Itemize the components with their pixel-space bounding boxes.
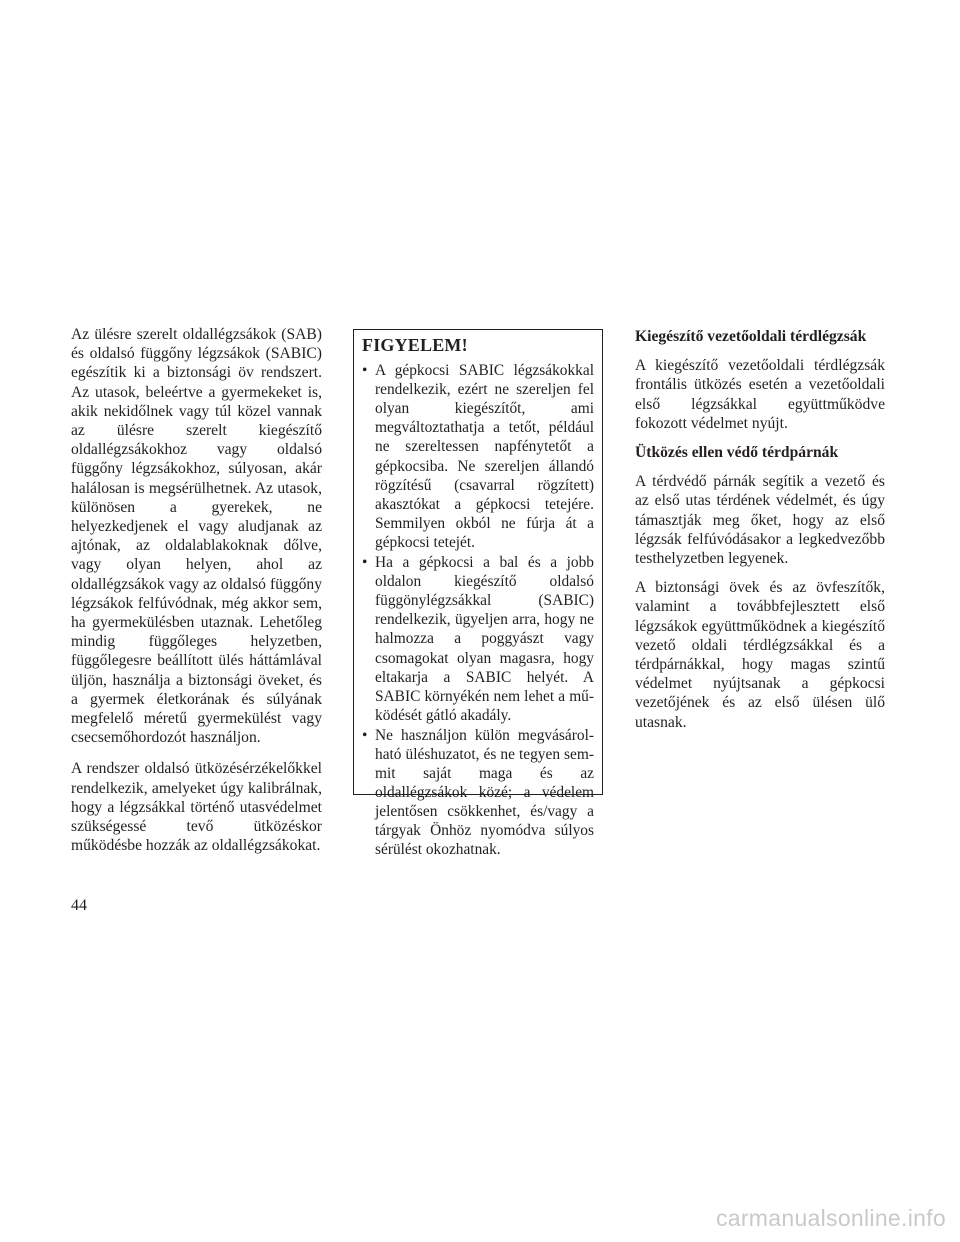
left-column	[71, 325, 322, 867]
body-paragraph: A biztonsági övek és az övfeszítők, valamint a továbbfejlesztett első légzsákok együttműködnek a kiegészítő vezető oldali térdlégzsákkal és a térdpárnákkal, hogy magas szintű védelmet nyújtsanak a gépkocsi vezetőjének és az első ülésen ülő utasnak.	[635, 579, 885, 731]
warning-list	[362, 361, 594, 859]
watermark-text: carmanualsonline.info	[715, 1205, 946, 1231]
warning-item: • Ha a gépkocsi a bal és a jobb oldalon kiegészítő oldalsó függönylégzsákkal (SABIC) rendelkezik, ügyeljen arra, hogy ne halmozza a poggyászt vagy csomagokat olyan magasra, hogy eltakarja a SABIC helyét. A SABIC környékén nem lehet a működését gátló akadály.	[362, 553, 594, 725]
body-paragraph: A rendszer oldalsó ütközésérzékelőkkel rendelkezik, amelyeket úgy kalibrálnak, hogy a légzsákkal történő utasvédelmet szükségessé tevő ütközéskor működésbe hozzák az oldallégzsákokat.	[71, 760, 322, 855]
body-paragraph: A térdvédő párnák segítik a vezető és az első utas térdének védelmét, és úgy támasztják meg őket, hogy az első légzsák felfúvódásakor a legkedvezőbb testhelyzetben legyenek.	[635, 473, 885, 568]
warning-item: • Ne használjon külön megvásárolható üléshuzatot, és ne tegyen semmit saját maga és az oldallégzsákok közé; a védelem jelentősen csökkenhet, és/vagy a tárgyak Önhöz nyomódva súlyos sérülést okozhatnak.	[362, 726, 594, 860]
section-heading-knee-bolsters: Ütközés ellen védő térdpárnák	[635, 444, 839, 462]
body-paragraph: Az ülésre szerelt oldallégzsákok (SAB) és oldalsó függőny légzsákok (SABIC) egészítik ki a biztonsági öv rendszert. Az utasok, beleértve a gyermekeket is, akik nekidőlnek vagy túl közel vannak az ülésre szerelt kiegészítő oldallégzsákokhoz vagy oldalsó függőny légzsákokhoz, súlyosan, akár halálosan is megsérülhetnek. Az utasok, különösen a gyerekek, ne helyezkedjenek el vagy aludjanak az ajtónak, az oldalablakoknak dőlve, vagy olyan helyen, ahol az oldallégzsákok vagy az oldalsó függőny légzsákok felfúvódnak, még akkor sem, ha gyermekülésben utaznak. Lehetőleg mindig függőleges helyzetben, függőlegesre beállított ülés háttámlával üljön, használja a biztonsági öveket, és a gyermek életkorának és súlyának megfelelő méretű gyermekülést vagy csecsemőhordozót használjon.	[71, 326, 322, 747]
section-heading-knee-airbag: Kiegészítő vezetőoldali térdlégzsák	[635, 328, 867, 345]
body-paragraph: A kiegészítő vezetőoldali térdlégzsák frontális ütközés esetén a vezetőoldali első légzsákkal együttműködve fokozott védelmet nyújt.	[635, 357, 885, 432]
warning-box	[353, 329, 603, 859]
page-number: 44	[71, 897, 87, 914]
warning-title: FIGYELEM!	[362, 335, 468, 355]
right-column	[635, 325, 885, 742]
warning-item: • A gépkocsi SABIC légzsákokkal rendelkezik, ezért ne szereljen fel olyan kiegészítőt, ami megváltoztathatja a tetőt, például ne szereltessen napfénytetőt a gépkocsiba. Ne szereljen állandó rögzítésű (csavarral rögzített) akasztókat a gépkocsi tetejére. Semmilyen okból ne fúrja át a gépkocsi tetejét.	[362, 361, 594, 552]
